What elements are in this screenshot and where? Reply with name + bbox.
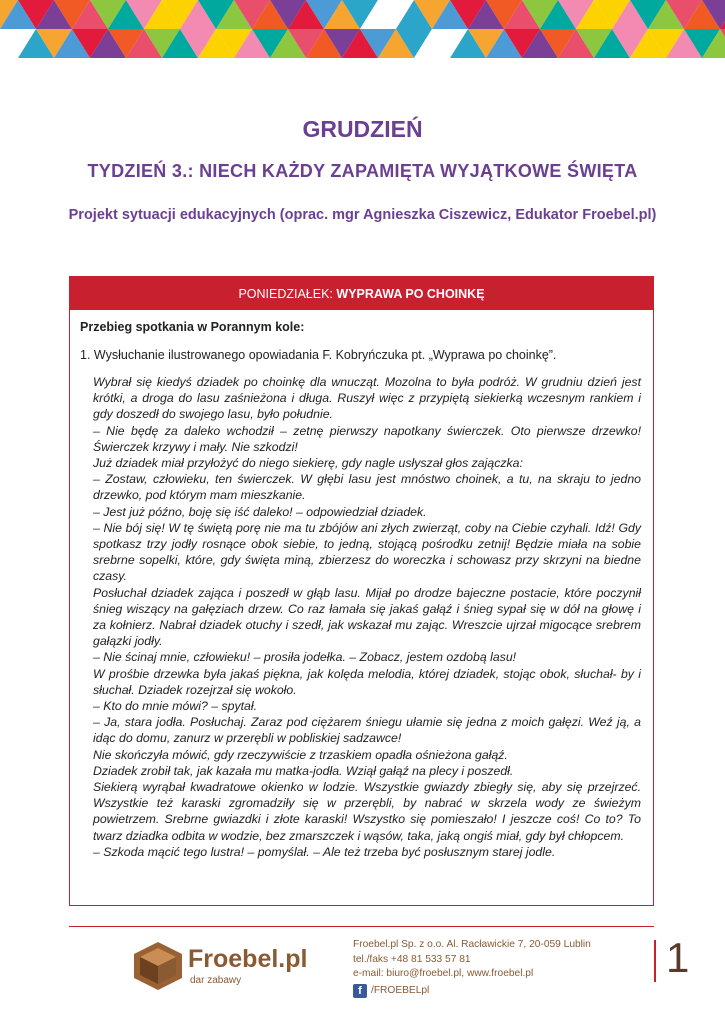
story-line: Nie skończyła mówić, gdy rzeczywiście z trzaskiem opadła ośnieżona gałąź. bbox=[93, 747, 508, 762]
story-line: Siekierą wyrąbał kwadratowe okienko w lodzie. Wszystkie gwiazdy zbiegły się, aby się przejrzeć. Wszystkie też karaski zgromadziły się w przerębli, by nabrać w skrzela wody ze świeżym powietrzem. Srebrne gwiazdki i złote karaski! Wszystko się pomieszało! I jeszcze coś! Co to? To twarz dziadka odbita w wodzie, bez zmarszczek i wąsów, taka, jaką ongiś miał, gdy był chłopcem. bbox=[93, 780, 641, 843]
story-line: – Ja, stara jodła. Posłuchaj. Zaraz pod ciężarem śniegu ułamie się jedna z moich gałęzi. Weź ją, a idąc do domu, zanurz w przerębli w pobliskiej sadzawce! bbox=[93, 715, 641, 746]
phone: tel./faks +48 81 533 57 81 bbox=[353, 953, 471, 965]
story-line: Posłuchał dziadek zająca i poszedł w głąb lasu. Mijał po drodze bajeczne postacie, które poczynił śnieg wiszący na gałęziach drzew. Co raz łamała się jakaś gałąź i śnieg sypał się w dół na głowę i za kołnierz. Nabrał dziadek otuchy i szedł, jak wskazał mu zając. Wreszcie ujrzał migocące srebrem gałązki jodły. bbox=[93, 585, 641, 649]
subheading: Przebieg spotkania w Porannym kole: bbox=[80, 320, 305, 334]
page-title: GRUDZIEŃ bbox=[302, 116, 423, 142]
lesson-box bbox=[69, 276, 654, 906]
day-label: PONIEDZIAŁEK: bbox=[238, 287, 337, 301]
email[interactable]: e-mail: biuro@froebel.pl, www.froebel.pl bbox=[353, 968, 534, 979]
story-line: – Nie bój się! W tę świętą porę nie ma tu zbójów ani złych zwierząt, coby na Ciebie czyhali. Idź! Gdy spotkasz trzy jodły rosnące obok siebie, to jedną, stojącą pośrodku zetnij! Będzie miała na sobie srebrne sopelki, które, gdy święta miną, zbierzesz do woreczka i schowasz przy skrzyni na biedne czasy. bbox=[93, 520, 641, 584]
week-title: TYDZIEŃ 3.: NIECH KAŻDY ZAPAMIĘTA WYJĄTKOWE ŚWIĘTA bbox=[87, 161, 638, 181]
facebook-icon[interactable]: f bbox=[353, 984, 367, 998]
activity-item: 1. Wysłuchanie ilustrowanego opowiadania F. Kobryńczuka pt. „Wyprawa po choinkę”. bbox=[80, 348, 557, 362]
brand-tagline: dar zabawy bbox=[190, 975, 242, 986]
page-number-divider bbox=[654, 940, 656, 982]
lesson-topic: WYPRAWA PO CHOINKĘ bbox=[336, 287, 485, 301]
story-line: Już dziadek miał przyłożyć do niego siekierę, gdy nagle usłyszał głos zajączka: bbox=[93, 456, 523, 471]
story-line: – Nie ścinaj mnie, człowieku! – prosiła jodełka. – Zobacz, jestem ozdobą lasu! bbox=[93, 650, 517, 665]
story-line: – Nie będę za daleko wchodził – zetnę pierwszy napotkany świerczek. Oto pierwsze drzewko! Świerczek krzywy i mały. Nie szkodzi! bbox=[93, 423, 641, 454]
story-line: – Zostaw, człowieku, ten świerczek. W głębi lasu jest mnóstwo choinek, a tu, na skraju to jedno drzewko, pod którym mam mieszkanie. bbox=[93, 472, 641, 503]
story-line: – Jest już późno, boję się iść daleko! – odpowiedział dziadek. bbox=[93, 504, 427, 519]
address: Froebel.pl Sp. z o.o. Al. Racławickie 7, 20-059 Lublin bbox=[353, 939, 591, 950]
facebook-handle[interactable]: /FROEBELpl bbox=[371, 984, 430, 996]
story-text bbox=[80, 374, 643, 860]
footer-divider bbox=[69, 926, 654, 927]
triangle-banner bbox=[0, 0, 725, 58]
contact-info bbox=[353, 938, 591, 998]
story-line: Wybrał się kiedyś dziadek po choinkę dla wnucząt. Mozolna to była podróż. W grudniu dzień jest krótki, a droga do lasu zaśnieżona i długa. Ruszył więc z przypiętą siekierką wczesnym rankiem i gdy doszedł do swojego lasu, było południe. bbox=[93, 375, 641, 422]
brand-name: Froebel.pl bbox=[188, 945, 308, 973]
froebel-logo-icon bbox=[132, 940, 184, 992]
story-line: Dziadek zrobił tak, jak kazała mu matka-jodła. Wziął gałąź na plecy i poszedł. bbox=[93, 763, 514, 778]
story-line: W prośbie drzewka była jakaś pięknа, jak kolęda melodia, której dziadek, stojąc obok, słuchał- by i słuchał. Dziadek rozejrzał się wokoło. bbox=[93, 666, 641, 697]
story-line: – Szkoda mącić tego lustra! – pomyślał. – Ale też trzeba być posłusznym starej jodle. bbox=[93, 844, 556, 859]
page-number: 1 bbox=[666, 934, 690, 981]
project-subtitle: Projekt sytuacji edukacyjnych (oprac. mgr Agnieszka Ciszewicz, Edukator Froebel.pl) bbox=[68, 207, 657, 223]
lesson-header bbox=[70, 277, 653, 310]
story-line: – Kto do mnie mówi? – spytał. bbox=[93, 699, 258, 714]
